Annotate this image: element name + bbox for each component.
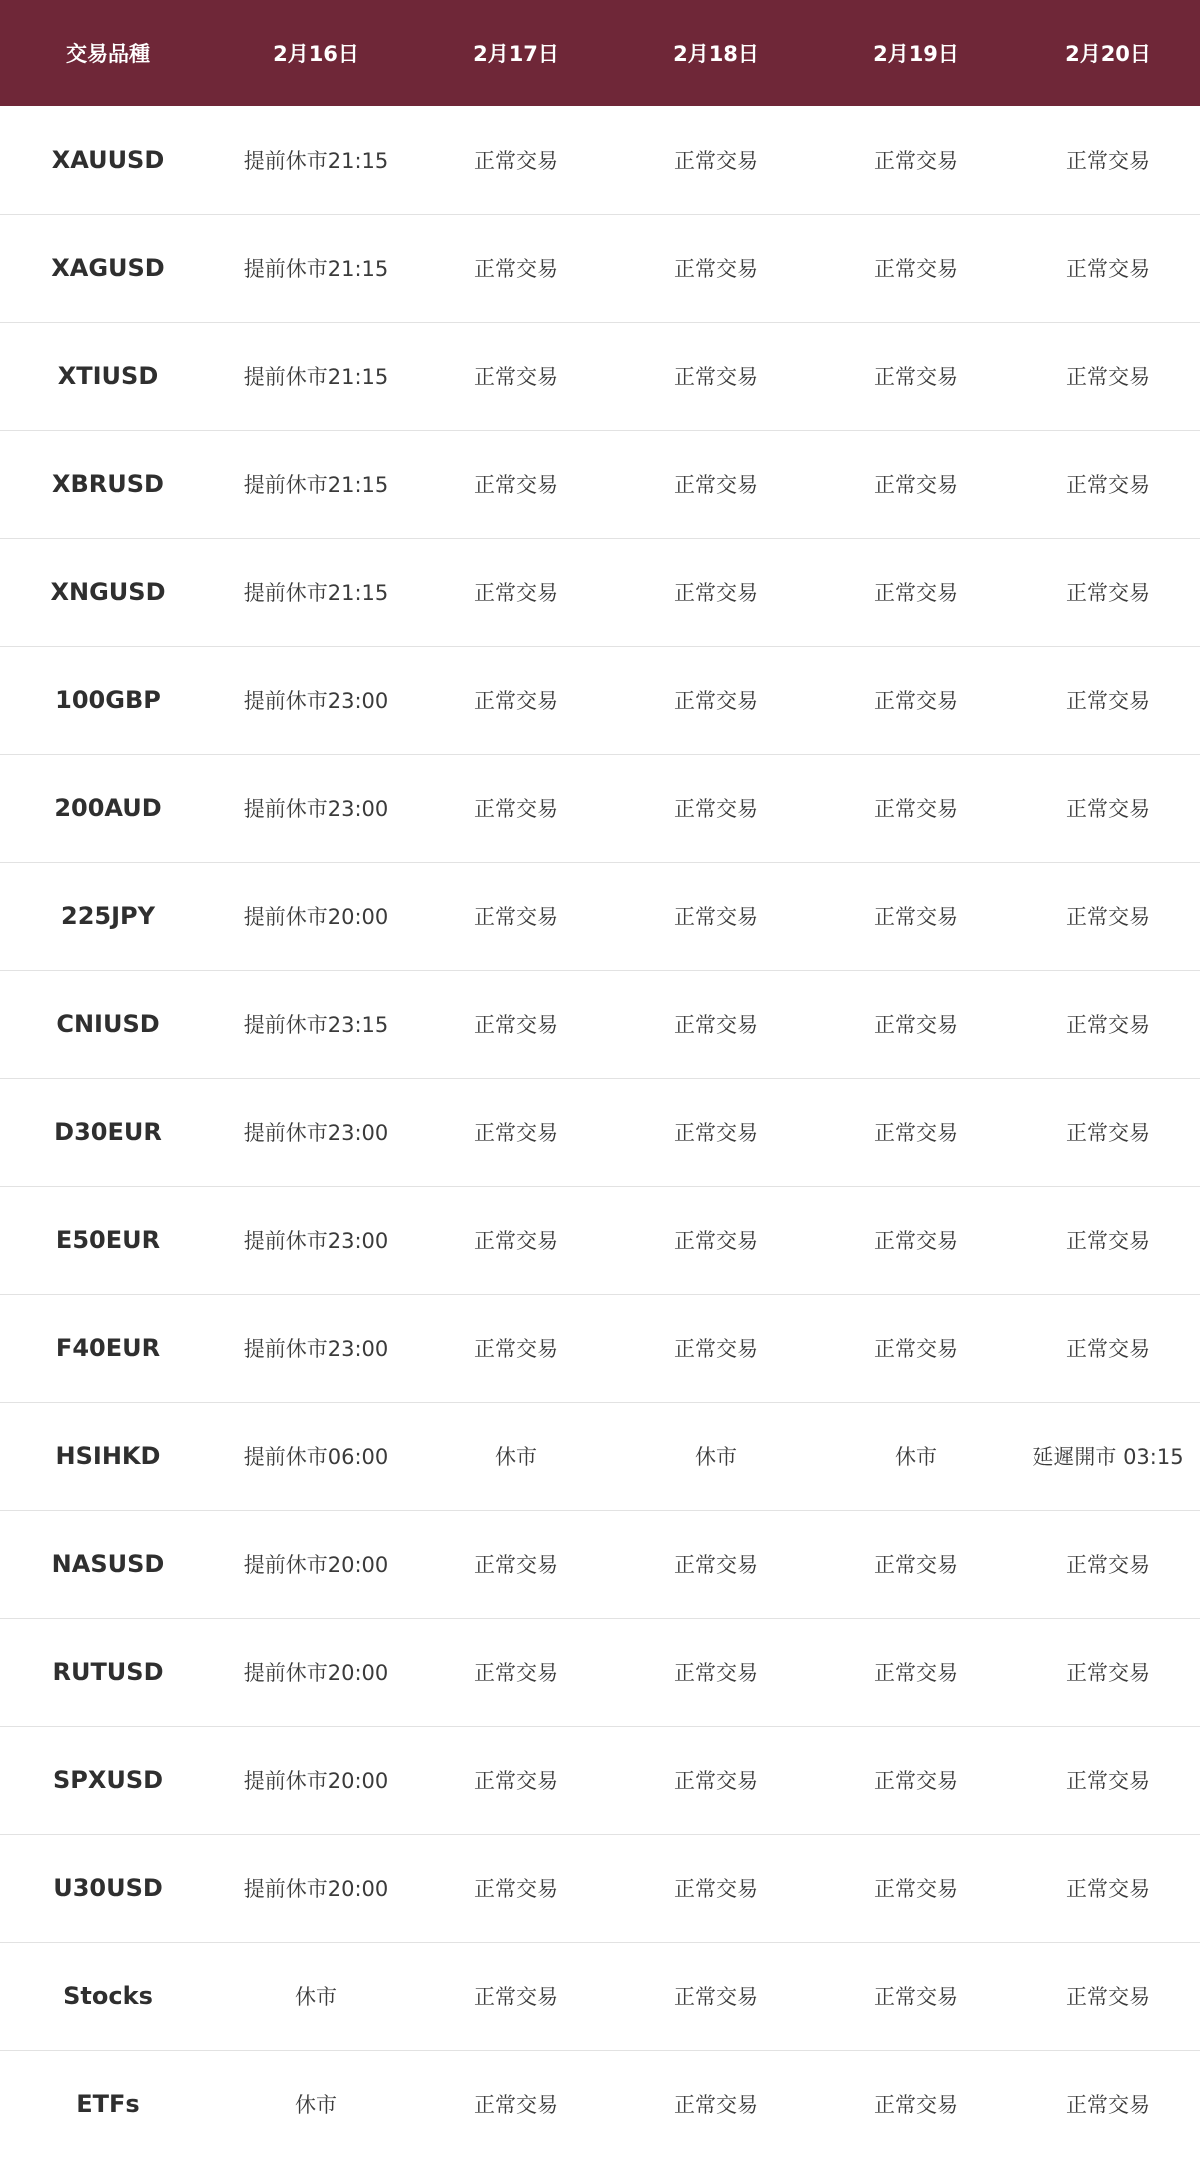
table-row bbox=[0, 1618, 1200, 1726]
status-cell: 正常交易 bbox=[1066, 2093, 1150, 2118]
status-cell: 正常交易 bbox=[1066, 1229, 1150, 1253]
status-cell: 正常交易 bbox=[474, 2093, 558, 2118]
table-row bbox=[0, 1402, 1200, 1510]
status-cell: 提前休市21:15 bbox=[243, 473, 389, 497]
status-cell: 正常交易 bbox=[474, 148, 558, 173]
symbol-cell: F40EUR bbox=[55, 1334, 161, 1362]
symbol-cell: 100GBP bbox=[55, 686, 161, 714]
status-cell: 正常交易 bbox=[1066, 1337, 1150, 1361]
status-cell: 正常交易 bbox=[674, 257, 758, 281]
table-row bbox=[0, 1510, 1200, 1618]
table-row bbox=[0, 2050, 1200, 2158]
table-row bbox=[0, 1078, 1200, 1186]
status-cell: 正常交易 bbox=[874, 473, 958, 497]
status-cell: 正常交易 bbox=[674, 365, 758, 389]
status-cell: 正常交易 bbox=[674, 1553, 758, 1577]
header-cell-date: 2月17日 bbox=[473, 42, 559, 66]
status-cell: 正常交易 bbox=[1066, 148, 1150, 173]
status-cell: 正常交易 bbox=[674, 1121, 758, 1145]
symbol-cell: U30USD bbox=[53, 1874, 163, 1902]
status-cell: 休市 bbox=[295, 1985, 337, 2009]
status-cell: 提前休市23:00 bbox=[243, 689, 389, 713]
symbol-cell: 200AUD bbox=[54, 794, 162, 822]
symbol-cell: CNIUSD bbox=[56, 1010, 160, 1038]
status-cell: 正常交易 bbox=[474, 689, 558, 713]
status-cell: 正常交易 bbox=[874, 1877, 958, 1901]
status-cell: 正常交易 bbox=[674, 905, 758, 929]
status-cell: 正常交易 bbox=[874, 797, 958, 821]
status-cell: 正常交易 bbox=[474, 1229, 558, 1253]
symbol-cell: NASUSD bbox=[51, 1550, 165, 1578]
status-cell: 提前休市21:15 bbox=[243, 257, 389, 281]
status-cell: 正常交易 bbox=[874, 148, 958, 173]
status-cell: 休市 bbox=[495, 1445, 537, 1469]
status-cell: 提前休市20:00 bbox=[243, 905, 389, 929]
status-cell: 正常交易 bbox=[1066, 1769, 1150, 1793]
status-cell: 正常交易 bbox=[674, 1985, 758, 2009]
status-cell: 正常交易 bbox=[1066, 1877, 1150, 1901]
table-row bbox=[0, 1186, 1200, 1294]
table-row bbox=[0, 1834, 1200, 1942]
table-row bbox=[0, 214, 1200, 322]
status-cell: 正常交易 bbox=[474, 1661, 558, 1685]
table-row bbox=[0, 1294, 1200, 1402]
symbol-cell: Stocks bbox=[63, 1982, 153, 2010]
status-cell: 正常交易 bbox=[1066, 905, 1150, 929]
status-cell: 正常交易 bbox=[1066, 473, 1150, 497]
status-cell: 提前休市23:00 bbox=[243, 1229, 389, 1253]
status-cell: 正常交易 bbox=[474, 1877, 558, 1901]
table-header bbox=[0, 0, 1200, 106]
status-cell: 正常交易 bbox=[1066, 365, 1150, 389]
table-row bbox=[0, 754, 1200, 862]
header-cell-date: 2月20日 bbox=[1065, 42, 1151, 66]
status-cell: 提前休市21:15 bbox=[243, 148, 389, 173]
header-cell-date: 2月16日 bbox=[273, 42, 359, 66]
status-cell: 正常交易 bbox=[474, 581, 558, 605]
status-cell: 正常交易 bbox=[874, 257, 958, 281]
symbol-cell: XTIUSD bbox=[57, 362, 159, 390]
status-cell: 正常交易 bbox=[1066, 581, 1150, 605]
status-cell: 正常交易 bbox=[474, 1769, 558, 1793]
table-row bbox=[0, 1726, 1200, 1834]
status-cell: 正常交易 bbox=[874, 1661, 958, 1685]
status-cell: 正常交易 bbox=[674, 1877, 758, 1901]
status-cell: 正常交易 bbox=[474, 1553, 558, 1577]
status-cell: 提前休市20:00 bbox=[243, 1877, 389, 1901]
status-cell: 正常交易 bbox=[874, 1553, 958, 1577]
status-cell: 正常交易 bbox=[874, 1769, 958, 1793]
header-row bbox=[0, 0, 1200, 106]
table-row bbox=[0, 1942, 1200, 2050]
status-cell: 正常交易 bbox=[674, 148, 758, 173]
table-row bbox=[0, 106, 1200, 214]
status-cell: 正常交易 bbox=[874, 1337, 958, 1361]
header-cell-symbol: 交易品種 bbox=[66, 42, 150, 66]
table-row bbox=[0, 538, 1200, 646]
status-cell: 正常交易 bbox=[874, 1121, 958, 1145]
status-cell: 正常交易 bbox=[874, 905, 958, 929]
status-cell: 提前休市23:00 bbox=[243, 1121, 389, 1145]
symbol-cell: XAGUSD bbox=[51, 254, 165, 282]
status-cell: 正常交易 bbox=[674, 1661, 758, 1685]
symbol-cell: ETFs bbox=[76, 2090, 140, 2119]
status-cell: 正常交易 bbox=[474, 473, 558, 497]
table-row bbox=[0, 646, 1200, 754]
status-cell: 正常交易 bbox=[674, 1013, 758, 1037]
status-cell: 正常交易 bbox=[1066, 257, 1150, 281]
status-cell: 提前休市21:15 bbox=[243, 581, 389, 605]
status-cell: 正常交易 bbox=[474, 1985, 558, 2009]
symbol-cell: E50EUR bbox=[55, 1226, 161, 1254]
status-cell: 正常交易 bbox=[1066, 1985, 1150, 2009]
symbol-cell: 225JPY bbox=[61, 902, 155, 930]
symbol-cell: XBRUSD bbox=[52, 470, 164, 498]
header-cell-date: 2月19日 bbox=[873, 42, 959, 66]
status-cell: 正常交易 bbox=[874, 689, 958, 713]
status-cell: 提前休市23:15 bbox=[243, 1013, 389, 1037]
status-cell: 正常交易 bbox=[474, 257, 558, 281]
status-cell: 提前休市20:00 bbox=[243, 1553, 389, 1577]
status-cell: 提前休市21:15 bbox=[243, 365, 389, 389]
symbol-cell: SPXUSD bbox=[52, 1766, 164, 1794]
status-cell: 提前休市20:00 bbox=[243, 1769, 389, 1793]
status-cell: 提前休市23:00 bbox=[243, 797, 389, 821]
status-cell: 正常交易 bbox=[474, 797, 558, 821]
status-cell: 正常交易 bbox=[674, 1229, 758, 1253]
table-row bbox=[0, 322, 1200, 430]
symbol-cell: XAUUSD bbox=[51, 145, 165, 174]
status-cell: 正常交易 bbox=[474, 1013, 558, 1037]
status-cell: 提前休市20:00 bbox=[243, 1661, 389, 1685]
table-row bbox=[0, 430, 1200, 538]
symbol-cell: HSIHKD bbox=[55, 1442, 161, 1470]
status-cell: 休市 bbox=[695, 1445, 737, 1469]
status-cell: 正常交易 bbox=[874, 1985, 958, 2009]
status-cell: 正常交易 bbox=[1066, 689, 1150, 713]
status-cell: 正常交易 bbox=[1066, 797, 1150, 821]
status-cell: 正常交易 bbox=[1066, 1661, 1150, 1685]
status-cell: 正常交易 bbox=[1066, 1553, 1150, 1577]
status-cell: 正常交易 bbox=[474, 1337, 558, 1361]
status-cell: 正常交易 bbox=[674, 1337, 758, 1361]
status-cell: 正常交易 bbox=[1066, 1121, 1150, 1145]
table-body bbox=[0, 106, 1200, 2158]
status-cell: 正常交易 bbox=[474, 365, 558, 389]
status-cell: 正常交易 bbox=[474, 905, 558, 929]
symbol-cell: RUTUSD bbox=[52, 1658, 164, 1686]
status-cell: 正常交易 bbox=[674, 1769, 758, 1793]
symbol-cell: D30EUR bbox=[54, 1118, 162, 1146]
status-cell: 休市 bbox=[895, 1445, 937, 1469]
table-row bbox=[0, 970, 1200, 1078]
header-cell-date: 2月18日 bbox=[673, 42, 759, 66]
status-cell: 休市 bbox=[295, 2093, 337, 2118]
symbol-cell: XNGUSD bbox=[50, 578, 166, 606]
status-cell: 延遲開市 03:15 bbox=[1032, 1445, 1184, 1469]
status-cell: 正常交易 bbox=[674, 473, 758, 497]
status-cell: 正常交易 bbox=[1066, 1013, 1150, 1037]
status-cell: 正常交易 bbox=[674, 797, 758, 821]
status-cell: 正常交易 bbox=[474, 1121, 558, 1145]
status-cell: 正常交易 bbox=[874, 581, 958, 605]
status-cell: 正常交易 bbox=[674, 2093, 758, 2118]
status-cell: 提前休市06:00 bbox=[243, 1445, 389, 1469]
status-cell: 正常交易 bbox=[874, 1013, 958, 1037]
table-row bbox=[0, 862, 1200, 970]
status-cell: 正常交易 bbox=[674, 581, 758, 605]
status-cell: 正常交易 bbox=[874, 1229, 958, 1253]
status-cell: 正常交易 bbox=[874, 2093, 958, 2118]
status-cell: 提前休市23:00 bbox=[243, 1337, 389, 1361]
status-cell: 正常交易 bbox=[874, 365, 958, 389]
status-cell: 正常交易 bbox=[674, 689, 758, 713]
